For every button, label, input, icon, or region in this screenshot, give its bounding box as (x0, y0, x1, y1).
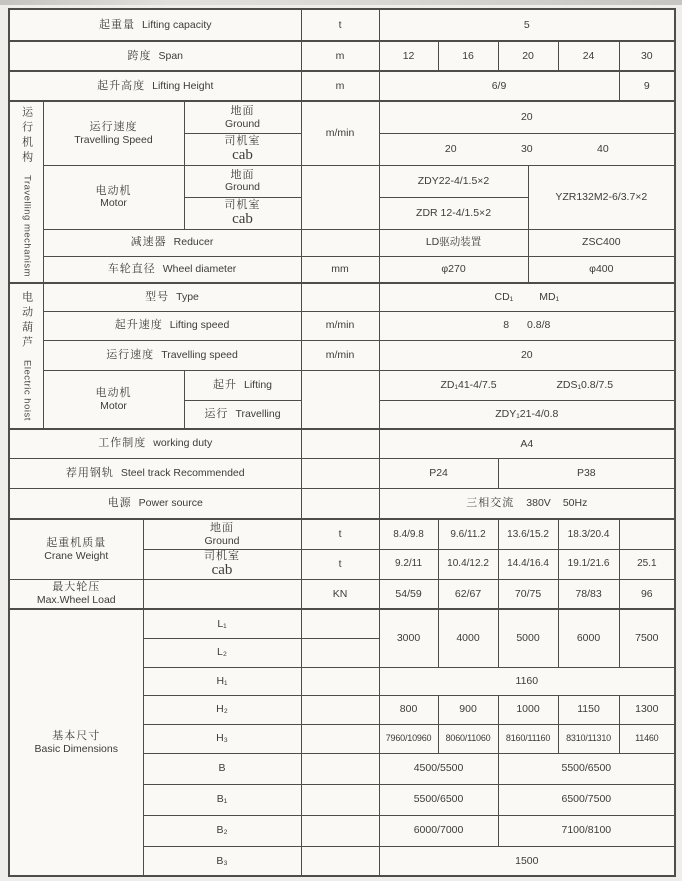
dim-h3-value-4: 11460 (619, 724, 675, 753)
travel-speed-cab-value-0: 20 (444, 142, 457, 155)
travel-speed-cab-value-2: 40 (597, 142, 609, 155)
hoist-motor-lifting-values (379, 370, 675, 400)
crane-weight-cab-value-3: 19.1/21.6 (558, 549, 619, 579)
crane-weight-ground-value-4 (619, 519, 675, 549)
hoist-motor-lifting-en: Lifting (244, 378, 273, 391)
power-source-value-frequency: 50Hz (562, 497, 588, 510)
max-wheel-load-unit: KN (301, 579, 379, 609)
dim-h3-label: H₃ (143, 724, 301, 753)
travel-speed-cab-label (184, 133, 301, 165)
steel-track-label-en: Steel track Recommended (120, 466, 245, 479)
reducer-label-en: Reducer (173, 236, 214, 249)
hoist-motor-label (43, 370, 184, 429)
row-span (9, 41, 675, 71)
span-unit: m (301, 41, 379, 71)
dim-b2-unit (301, 815, 379, 846)
basic-dimensions-label (9, 609, 143, 876)
travel-motor-label-cn: 电动机 (95, 184, 132, 197)
dim-b3-unit (301, 846, 379, 876)
hoist-type-label (43, 283, 301, 311)
row-lifting-height (9, 71, 675, 101)
dim-h1-unit (301, 667, 379, 695)
travel-speed-cab-value-1: 30 (520, 142, 533, 155)
group-travelling-mechanism-cn: 运行机构 (20, 106, 33, 167)
steel-track-unit (301, 458, 379, 488)
reducer-label-cn: 减速器 (130, 236, 167, 249)
crane-weight-cab-en: cab (211, 561, 233, 578)
reducer-right-value: ZSC400 (528, 229, 675, 256)
span-value-4: 30 (619, 41, 675, 71)
dim-l1-unit (301, 609, 379, 638)
dim-b2-left-value: 6000/7000 (379, 815, 498, 846)
dim-b-left-value: 4500/5500 (379, 753, 498, 784)
row-reducer (9, 229, 675, 256)
dim-h3-value-0: 7960/10960 (379, 724, 438, 753)
dim-h2-unit (301, 695, 379, 724)
dim-h2-value-0: 800 (379, 695, 438, 724)
travel-motor-ground-value: ZDY22-4/1.5×2 (379, 165, 528, 197)
dim-b3-label: B₃ (143, 846, 301, 876)
row-travel-speed-ground (9, 101, 675, 133)
hoist-travelling-speed-value: 20 (379, 340, 675, 370)
hoist-lifting-speed-value-1: 8 (503, 319, 510, 332)
travel-motor-ground-label (184, 165, 301, 197)
lifting-capacity-value: 5 (379, 9, 675, 41)
wheel-diameter-left-value: φ270 (379, 256, 528, 283)
dim-b3-value: 1500 (379, 846, 675, 876)
group-travelling-mechanism (9, 101, 43, 283)
lifting-height-label-cn: 起升高度 (97, 79, 146, 92)
dim-l2-label: L₂ (143, 638, 301, 667)
steel-track-right-value: P38 (498, 458, 675, 488)
hoist-motor-travelling-label (184, 400, 301, 429)
travel-speed-label-en: Travelling Speed (74, 133, 153, 146)
span-label-en: Span (158, 49, 184, 62)
crane-weight-cab-cn: 司机室 (204, 550, 241, 563)
travel-motor-unit (301, 165, 379, 229)
crane-weight-cab-unit: t (301, 549, 379, 579)
lifting-capacity-label-cn: 起重量 (99, 18, 136, 31)
power-source-value (379, 488, 675, 519)
hoist-lifting-speed-label-en: Lifting speed (169, 319, 230, 332)
dim-b2-label: B₂ (143, 815, 301, 846)
wheel-diameter-label-cn: 车轮直径 (107, 262, 156, 275)
max-wheel-load-label-en: Max.Wheel Load (36, 594, 116, 607)
hoist-type-values (379, 283, 675, 311)
max-wheel-load-label (9, 579, 143, 609)
row-travel-motor-ground (9, 165, 675, 197)
dim-l1-label: L₁ (143, 609, 301, 638)
dim-h2-value-4: 1300 (619, 695, 675, 724)
travel-motor-label (43, 165, 184, 229)
travel-motor-ground-cn: 地面 (230, 168, 255, 181)
travel-speed-ground-en: Ground (225, 117, 261, 130)
row-hoist-type (9, 283, 675, 311)
hoist-lifting-speed-unit: m/min (301, 311, 379, 340)
dim-b-unit (301, 753, 379, 784)
dim-h3-value-2: 8160/11160 (498, 724, 558, 753)
hoist-motor-travelling-value: ZDY₁21-4/0.8 (379, 400, 675, 429)
travel-motor-cab-cn: 司机室 (224, 199, 261, 212)
lifting-height-label (9, 71, 301, 101)
reducer-left-value: LD驱动装置 (379, 229, 528, 256)
travel-speed-label (43, 101, 184, 165)
crane-weight-ground-value-2: 13.6/15.2 (498, 519, 558, 549)
power-source-label (9, 488, 301, 519)
dim-b-label: B (143, 753, 301, 784)
hoist-type-unit (301, 283, 379, 311)
dim-b1-unit (301, 784, 379, 815)
travel-motor-cab-value: ZDR 12-4/1.5×2 (379, 197, 528, 229)
dim-h3-value-3: 8310/11310 (558, 724, 619, 753)
lifting-capacity-unit: t (301, 9, 379, 41)
crane-weight-cab-value-2: 14.4/16.4 (498, 549, 558, 579)
reducer-label (43, 229, 301, 256)
lifting-height-value-main: 6/9 (379, 71, 619, 101)
row-power-source (9, 488, 675, 519)
hoist-travelling-speed-unit: m/min (301, 340, 379, 370)
dim-b1-label: B₁ (143, 784, 301, 815)
travel-motor-cab-label (184, 197, 301, 229)
travel-motor-ground-en: Ground (225, 181, 261, 194)
span-value-2: 20 (498, 41, 558, 71)
row-crane-weight-ground (9, 519, 675, 549)
crane-weight-cab-value-4: 25.1 (619, 549, 675, 579)
dim-b2-right-value: 7100/8100 (498, 815, 675, 846)
hoist-type-value-2: MD₁ (539, 291, 560, 304)
dim-l-value-1: 4000 (438, 609, 498, 667)
crane-weight-ground-cn: 地面 (210, 521, 235, 534)
row-lifting-capacity (9, 9, 675, 41)
scan-artifact-top (0, 0, 682, 5)
group-travelling-mechanism-en: Travelling mechanism (21, 175, 33, 278)
hoist-lifting-speed-label (43, 311, 301, 340)
row-hoist-motor-lifting (9, 370, 675, 400)
travel-speed-ground-label (184, 101, 301, 133)
basic-dimensions-label-en: Basic Dimensions (34, 742, 118, 755)
hoist-lifting-speed-values (379, 311, 675, 340)
max-wheel-load-value-0: 54/59 (379, 579, 438, 609)
group-electric-hoist-en: Electric hoist (21, 360, 33, 421)
working-duty-value: A4 (379, 429, 675, 458)
crane-weight-label-en: Crane Weight (44, 549, 109, 562)
max-wheel-load-value-3: 78/83 (558, 579, 619, 609)
max-wheel-load-value-1: 62/67 (438, 579, 498, 609)
lifting-capacity-label (9, 9, 301, 41)
max-wheel-load-label-cn: 最大轮压 (52, 581, 101, 594)
hoist-lifting-speed-value-2: 0.8/8 (527, 319, 551, 332)
reducer-unit (301, 229, 379, 256)
dim-l-value-2: 5000 (498, 609, 558, 667)
travel-motor-label-en: Motor (100, 197, 127, 210)
travel-speed-unit: m/min (301, 101, 379, 165)
hoist-type-value-1: CD₁ (494, 291, 514, 304)
hoist-type-label-cn: 型号 (145, 290, 170, 303)
hoist-motor-unit (301, 370, 379, 429)
working-duty-label (9, 429, 301, 458)
wheel-diameter-label (43, 256, 301, 283)
row-dim-l1 (9, 609, 675, 638)
crane-weight-cab-label (143, 549, 301, 579)
span-value-3: 24 (558, 41, 619, 71)
dim-l-value-3: 6000 (558, 609, 619, 667)
hoist-motor-lifting-cn: 起升 (213, 378, 237, 391)
dim-h2-value-2: 1000 (498, 695, 558, 724)
travel-motor-right-value: YZR132M2-6/3.7×2 (528, 165, 675, 229)
basic-dimensions-label-cn: 基本尺寸 (52, 730, 101, 743)
power-source-value-cn: 三相交流 (466, 496, 515, 509)
dim-l-value-4: 7500 (619, 609, 675, 667)
power-source-label-en: Power source (138, 496, 203, 509)
hoist-lifting-speed-label-cn: 起升速度 (114, 319, 163, 332)
hoist-type-label-en: Type (176, 290, 199, 303)
dim-h2-value-3: 1150 (558, 695, 619, 724)
crane-weight-cab-value-0: 9.2/11 (379, 549, 438, 579)
dim-l2-unit (301, 638, 379, 667)
span-label-cn: 跨度 (127, 49, 152, 62)
travel-speed-label-cn: 运行速度 (89, 120, 138, 133)
group-electric-hoist (9, 283, 43, 429)
hoist-motor-lifting-value-2: ZDS₁0.8/7.5 (556, 378, 614, 391)
row-hoist-travelling-speed (9, 340, 675, 370)
row-max-wheel-load (9, 579, 675, 609)
dim-h3-value-1: 8060/11060 (438, 724, 498, 753)
dim-b-right-value: 5500/6500 (498, 753, 675, 784)
travel-motor-cab-en: cab (232, 210, 253, 227)
travel-speed-cab-values (379, 133, 675, 165)
dim-h1-label: H₁ (143, 667, 301, 695)
wheel-diameter-unit: mm (301, 256, 379, 283)
working-duty-unit (301, 429, 379, 458)
span-value-1: 16 (438, 41, 498, 71)
steel-track-label-cn: 荐用钢轨 (65, 466, 114, 479)
dim-b1-right-value: 6500/7500 (498, 784, 675, 815)
dim-h3-unit (301, 724, 379, 753)
crane-weight-ground-unit: t (301, 519, 379, 549)
hoist-motor-lifting-value-1: ZD₁41-4/7.5 (440, 378, 497, 391)
hoist-travelling-speed-label-en: Travelling speed (161, 348, 238, 361)
max-wheel-load-value-2: 70/75 (498, 579, 558, 609)
lifting-capacity-label-en: Lifting capacity (142, 18, 212, 31)
row-hoist-lifting-speed (9, 311, 675, 340)
travel-speed-ground-value: 20 (379, 101, 675, 133)
crane-weight-ground-value-3: 18.3/20.4 (558, 519, 619, 549)
power-source-unit (301, 488, 379, 519)
hoist-motor-travelling-en: Travelling (235, 407, 281, 420)
hoist-motor-travelling-cn: 运行 (204, 407, 229, 420)
hoist-travelling-speed-label-cn: 运行速度 (106, 348, 155, 361)
crane-weight-label-cn: 起重机质量 (46, 536, 107, 549)
crane-weight-ground-label (143, 519, 301, 549)
steel-track-left-value: P24 (379, 458, 498, 488)
row-wheel-diameter (9, 256, 675, 283)
travel-speed-cab-en: cab (232, 146, 253, 163)
travel-speed-ground-cn: 地面 (230, 104, 255, 117)
crane-weight-ground-en: Ground (204, 534, 240, 547)
lifting-height-label-en: Lifting Height (152, 79, 214, 92)
hoist-motor-label-en: Motor (100, 399, 127, 412)
working-duty-label-en: working duty (153, 437, 213, 450)
dim-h1-value: 1160 (379, 667, 675, 695)
travel-speed-cab-cn: 司机室 (224, 135, 261, 148)
dim-b1-left-value: 5500/6500 (379, 784, 498, 815)
dim-l-value-0: 3000 (379, 609, 438, 667)
dim-h2-label: H₂ (143, 695, 301, 724)
max-wheel-load-sub (143, 579, 301, 609)
row-steel-track (9, 458, 675, 488)
crane-weight-ground-value-1: 9.6/11.2 (438, 519, 498, 549)
span-value-0: 12 (379, 41, 438, 71)
steel-track-label (9, 458, 301, 488)
wheel-diameter-right-value: φ400 (528, 256, 675, 283)
crane-weight-cab-value-1: 10.4/12.2 (438, 549, 498, 579)
group-electric-hoist-cn: 电动葫芦 (20, 291, 33, 352)
wheel-diameter-label-en: Wheel diameter (162, 262, 237, 275)
power-source-label-cn: 电源 (107, 496, 132, 509)
crane-weight-ground-value-0: 8.4/9.8 (379, 519, 438, 549)
crane-spec-table (8, 8, 676, 877)
power-source-value-voltage: 380V (526, 497, 551, 510)
hoist-motor-label-cn: 电动机 (95, 386, 132, 399)
row-working-duty (9, 429, 675, 458)
working-duty-label-cn: 工作制度 (98, 437, 147, 450)
crane-weight-label (9, 519, 143, 579)
max-wheel-load-value-4: 96 (619, 579, 675, 609)
hoist-travelling-speed-label (43, 340, 301, 370)
dim-h2-value-1: 900 (438, 695, 498, 724)
lifting-height-value-last: 9 (619, 71, 675, 101)
lifting-height-unit: m (301, 71, 379, 101)
hoist-motor-lifting-label (184, 370, 301, 400)
span-label (9, 41, 301, 71)
